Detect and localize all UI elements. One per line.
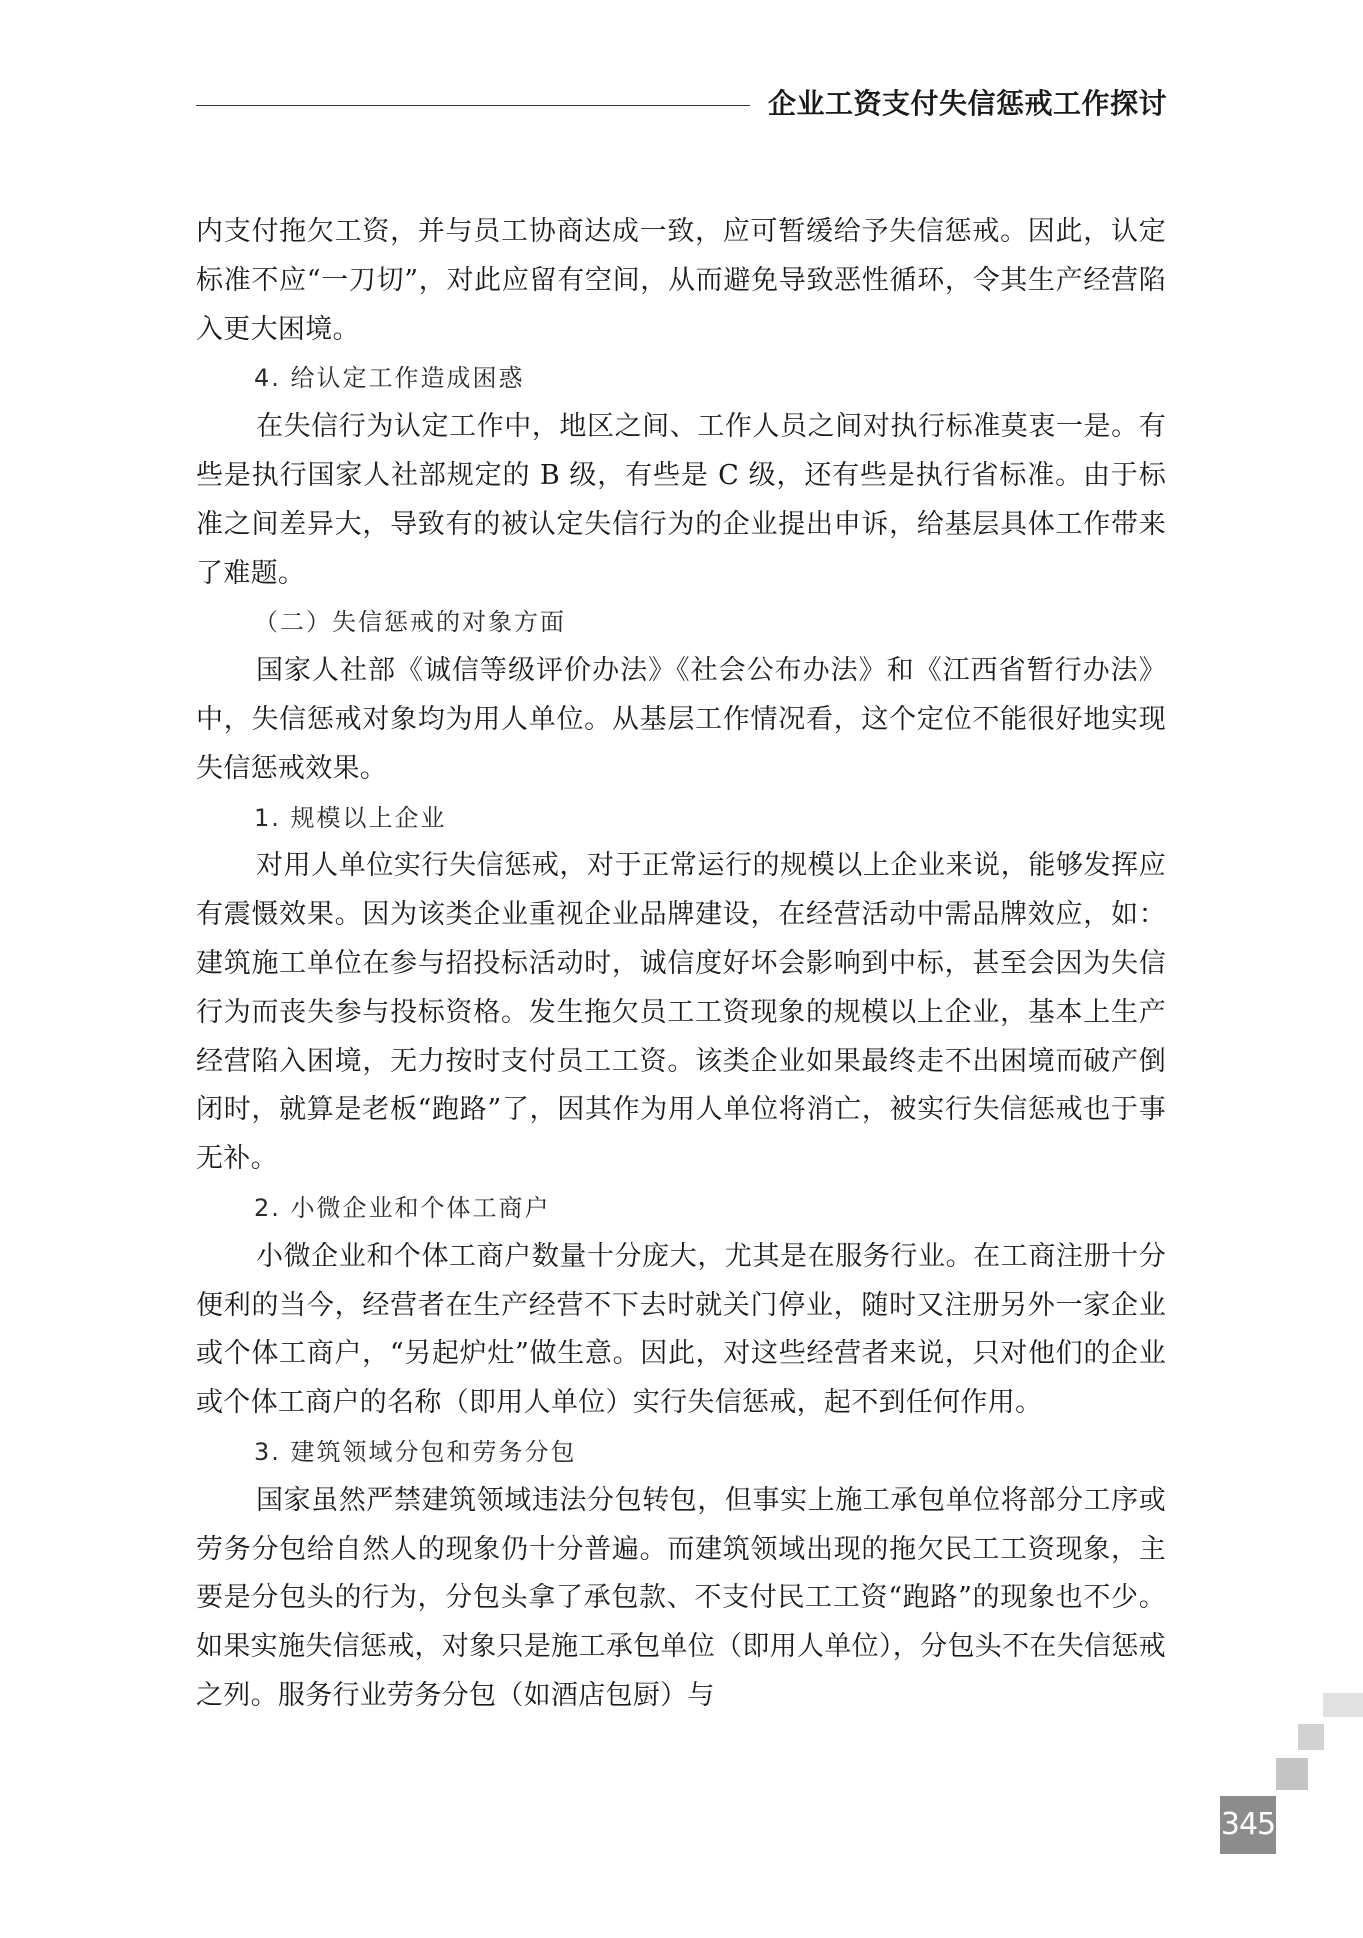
paragraph: 内支付拖欠工资，并与员工协商达成一致，应可暂缓给予失信惩戒。因此，认定标准不应“一刀切”，对此应留有空间，从而避免导致恶性循环，令其生产经营陷入更大困境。 [196,216,1166,345]
running-header-title: 企业工资支付失信惩戒工作探讨 [768,87,1168,120]
header-rule [196,105,750,106]
paragraph: 小微企业和个体工商户数量十分庞大，尤其是在服务行业。在工商注册十分便利的当今，经营者在生产经营不下去时就关门停业，随时又注册另外一家企业或个体工商户，“另起炉灶”做生意。因此，对这些经营者来说，只对他们的企业或个体工商户的名称（即用人单位）实行失信惩戒，起不到任何作用。 [196,1240,1166,1419]
paragraph: 对用人单位实行失信惩戒，对于正常运行的规模以上企业来说，能够发挥应有震慑效果。因为该类企业重视企业品牌建设，在经营活动中需品牌效应，如：建筑施工单位在参与招投标活动时，诚信度好坏会影响到中标，甚至会因为失信行为而丧失参与投标资格。发生拖欠员工工资现象的规模以上企业，基本上生产经营陷入困境，无力按时支付员工工资。该类企业如果最终走不出困境而破产倒闭时，就算是老板“跑路”了，因其作为用人单位将消亡，被实行失信惩戒也于事无补。 [196,850,1166,1175]
page-number: 345 [1220,1796,1276,1854]
paragraph: 在失信行为认定工作中，地区之间、工作人员之间对执行标准莫衷一是。有些是执行国家人社部规定的 B 级，有些是 C 级，还有些是执行省标准。由于标准之间差异大，导致有的被认定失信行为的企业提出申诉，给基层具体工作带来了难题。 [196,411,1166,589]
paragraph: 国家虽然严禁建筑领域违法分包转包，但事实上施工承包单位将部分工序或劳务分包给自然人的现象仍十分普遍。而建筑领域出现的拖欠民工工资现象，主要是分包头的行为，分包头拿了承包款、不支付民工工资“跑路”的现象也不少。如果实施失信惩戒，对象只是施工承包单位（即用人单位），分包头不在失信惩戒之列。服务行业劳务分包（如酒店包厨）与 [196,1484,1166,1711]
decorative-square [1298,1724,1324,1750]
section-heading: 4. 给认定工作造成困惑 [254,364,525,393]
decorative-square [1276,1758,1308,1790]
decorative-square [1323,1693,1363,1717]
section-heading: 2. 小微企业和个体工商户 [254,1193,551,1222]
section-heading: 1. 规模以上企业 [254,803,447,832]
body-text [196,208,1166,1721]
paragraph: 国家人社部《诚信等级评价办法》《社会公布办法》和《江西省暂行办法》中，失信惩戒对象均为用人单位。从基层工作情况看，这个定位不能很好地实现失信惩戒效果。 [196,655,1166,784]
section-heading: 3. 建筑领域分包和劳务分包 [254,1437,577,1466]
section-heading: （二）失信惩戒的对象方面 [254,608,566,637]
